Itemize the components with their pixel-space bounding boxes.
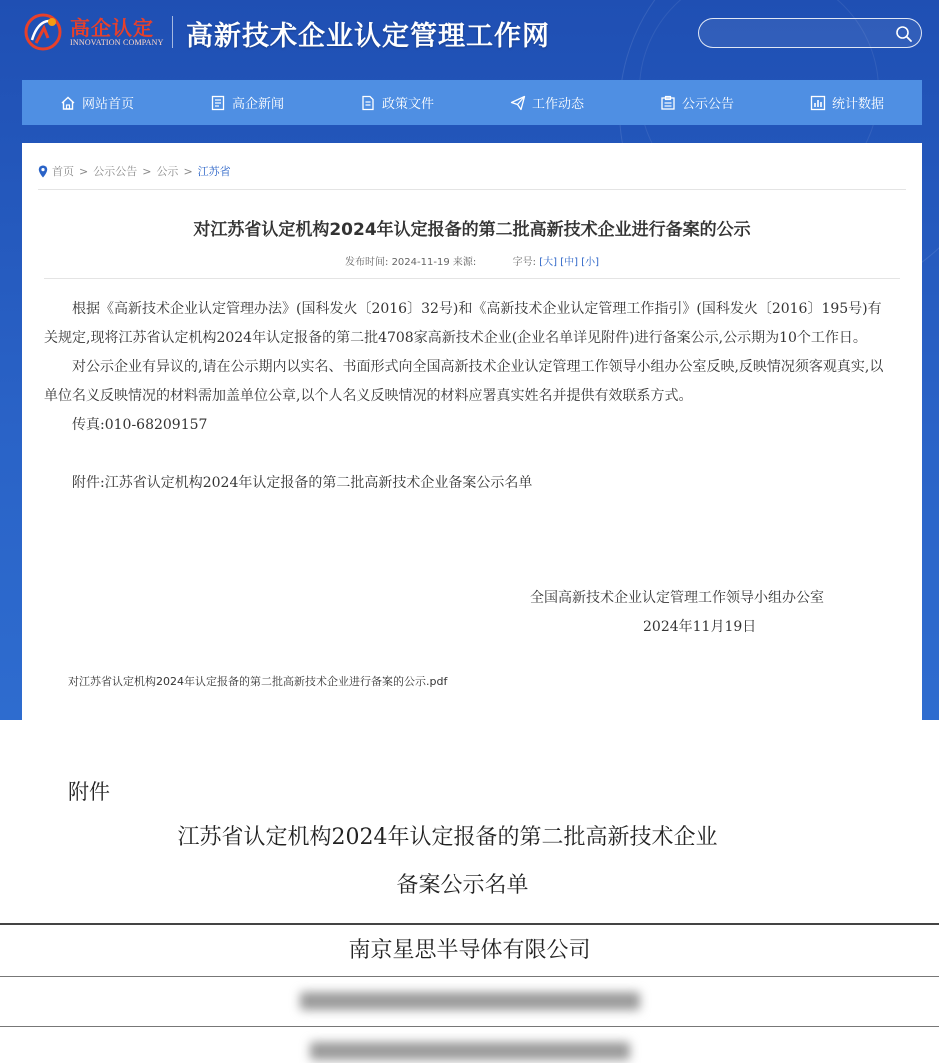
header-divider xyxy=(172,16,173,48)
divider xyxy=(38,189,906,190)
main-nav xyxy=(22,80,922,125)
nav-label: 高企新闻 xyxy=(231,97,284,112)
fontsize-small-button[interactable]: [小] xyxy=(581,257,599,268)
doc-title-line2: 备案公示名单 xyxy=(396,873,529,898)
pdf-attachment-link[interactable]: 对江苏省认定机构2024年认定报备的第二批高新技术企业进行备案的公示.pdf xyxy=(68,675,448,688)
breadcrumb-separator: > xyxy=(142,164,152,178)
search-box xyxy=(698,18,922,48)
article-paragraph: 根据《高新技术企业认定管理办法》(国科发火〔2016〕32号)和《高新技术企业认定管理工作指引》(国科发火〔2016〕195号)有关规定,现将江苏省认定机构2024年认定报备的第二批4708家高新技术企业(企业名单详见附件)进行备案公示,公示期为10个工作日。 xyxy=(44,301,882,346)
signature-date: 2024年11月19日 xyxy=(643,619,757,635)
nav-label: 政策文件 xyxy=(381,97,434,112)
attachment-line: 附件:江苏省认定机构2024年认定报备的第二批高新技术企业备案公示名单 xyxy=(72,475,533,491)
publish-date: 2024-11-19 xyxy=(391,257,450,268)
company-row-blurred xyxy=(0,976,939,1026)
nav-item-policy[interactable] xyxy=(322,80,472,125)
nav-label: 统计数据 xyxy=(831,97,884,112)
home-icon xyxy=(60,95,76,111)
fontsize-large-button[interactable]: [大] xyxy=(539,257,557,268)
logo-mark-icon xyxy=(22,10,64,52)
logo-subtext: INNOVATION COMPANY xyxy=(70,38,164,47)
breadcrumb xyxy=(38,163,231,179)
doc-title-line1: 江苏省认定机构2024年认定报备的第二批高新技术企业 xyxy=(177,825,718,850)
breadcrumb-home[interactable]: 首页 xyxy=(52,165,74,178)
nav-item-work-news[interactable] xyxy=(472,80,622,125)
breadcrumb-separator: > xyxy=(183,164,193,178)
nav-label: 公示公告 xyxy=(681,97,734,112)
article-title: 对江苏省认定机构2024年认定报备的第二批高新技术企业进行备案的公示 xyxy=(193,220,751,240)
nav-label: 工作动态 xyxy=(531,97,584,112)
breadcrumb-current[interactable]: 江苏省 xyxy=(197,165,231,178)
news-icon xyxy=(210,95,226,111)
nav-item-home[interactable] xyxy=(22,80,172,125)
logo-text: 高企认定 xyxy=(70,16,154,40)
search-input[interactable] xyxy=(711,23,886,43)
nav-item-announcements[interactable] xyxy=(622,80,772,125)
signature-org: 全国高新技术企业认定管理工作领导小组办公室 xyxy=(530,590,824,606)
breadcrumb-public-notice[interactable]: 公示 xyxy=(156,165,179,178)
divider xyxy=(44,278,900,279)
doc-attachment-label: 附件 xyxy=(68,780,110,804)
announcement-icon xyxy=(660,95,676,111)
article-body xyxy=(44,295,894,498)
table-top-rule xyxy=(0,923,939,925)
nav-item-news[interactable] xyxy=(172,80,322,125)
publish-label: 发布时间: xyxy=(345,257,389,268)
source-label: 来源: xyxy=(452,257,477,268)
location-pin-icon xyxy=(38,165,48,178)
paper-plane-icon xyxy=(510,95,526,111)
article-panel xyxy=(22,143,922,720)
document-icon xyxy=(360,95,376,111)
bar-chart-icon xyxy=(810,95,826,111)
attachment-document-preview xyxy=(0,720,939,1063)
fontsize-label: 字号: xyxy=(512,257,536,268)
company-row-blurred xyxy=(0,1026,939,1063)
site-header xyxy=(0,0,939,70)
breadcrumb-separator: > xyxy=(79,164,89,178)
breadcrumb-announcements[interactable]: 公示公告 xyxy=(93,165,138,178)
site-logo[interactable] xyxy=(22,10,162,54)
search-icon[interactable] xyxy=(895,25,913,43)
company-row: 南京星思半导体有限公司 xyxy=(348,938,591,963)
nav-label: 网站首页 xyxy=(81,97,134,112)
nav-item-statistics[interactable] xyxy=(772,80,922,125)
site-title: 高新技术企业认定管理工作网 xyxy=(186,21,550,52)
article-paragraph: 对公示企业有异议的,请在公示期内以实名、书面形式向全国高新技术企业认定管理工作领导小组办公室反映,反映情况须客观真实,以单位名义反映情况的材料需加盖单位公章,以个人名义反映情况的材料应署真实姓名并提供有效联系方式。 xyxy=(44,359,884,404)
article-paragraph: 传真:010-68209157 xyxy=(72,417,208,433)
fontsize-medium-button[interactable]: [中] xyxy=(560,257,578,268)
article-meta xyxy=(22,253,922,268)
